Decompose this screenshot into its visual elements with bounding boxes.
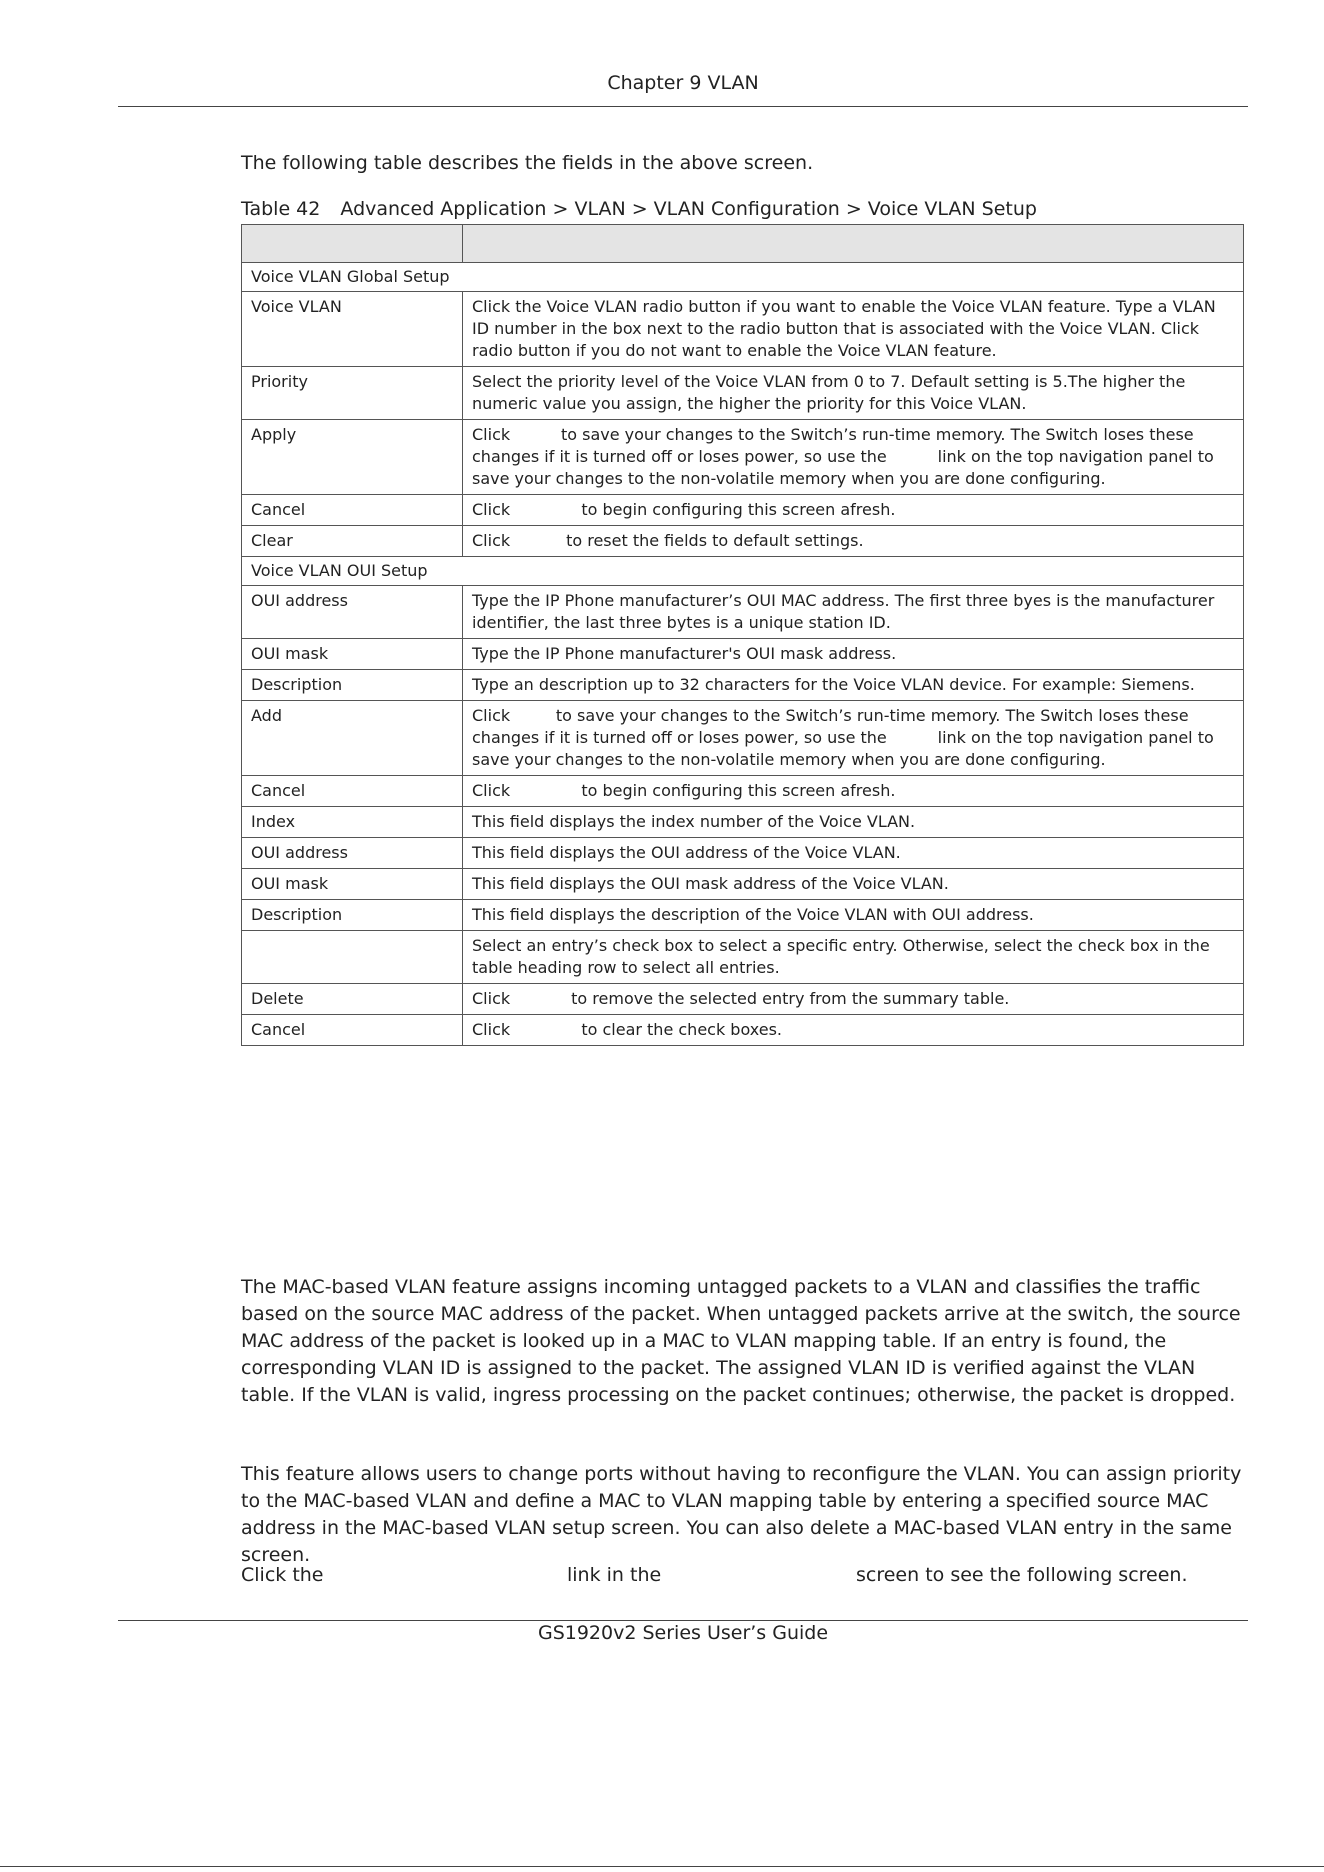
field-description: Click to save your changes to the Switch’s run-time memory. The Switch loses these changes if it is turned off or loses power, so use the link on the top navigation panel to save your changes to the non-volatile memory when you are done configuring. (463, 701, 1244, 776)
table-header-row (242, 225, 1244, 263)
click-instruction-part-1: Click the (241, 1564, 324, 1586)
page-footer: GS1920v2 Series User’s Guide (537, 1622, 829, 1644)
table-row (242, 367, 1244, 420)
field-description: This field displays the OUI mask address of the Voice VLAN. (463, 869, 1244, 900)
chapter-header: Chapter 9 VLAN (607, 72, 759, 94)
field-description: This field displays the OUI address of the Voice VLAN. (463, 838, 1244, 869)
table-row (242, 1015, 1244, 1046)
field-label: OUI mask (242, 869, 463, 900)
field-label (242, 931, 463, 984)
field-label: Cancel (242, 1015, 463, 1046)
field-label: Priority (242, 367, 463, 420)
field-label: Delete (242, 984, 463, 1015)
field-description: Click to remove the selected entry from the summary table. (463, 984, 1244, 1015)
field-description: Type an description up to 32 characters for the Voice VLAN device. For example: Siemens. (463, 670, 1244, 701)
table-caption-number: Table 42 (241, 198, 321, 220)
table-row (242, 420, 1244, 495)
field-label: Cancel (242, 776, 463, 807)
mac-vlan-paragraph-1: The MAC-based VLAN feature assigns incoming untagged packets to a VLAN and classifies the traffic based on the source MAC address of the packet. When untagged packets arrive at the switch, the source MAC address of the packet is looked up in a MAC to VLAN mapping table. If an entry is found, the corresponding VLAN ID is assigned to the packet. The assigned VLAN ID is verified against the VLAN table. If the VLAN is valid, ingress processing on the packet continues; otherwise, the packet is dropped. (241, 1276, 1241, 1406)
click-instruction-part-3: screen to see the following screen. (856, 1564, 1188, 1586)
field-label: OUI address (242, 586, 463, 639)
field-label: OUI mask (242, 639, 463, 670)
field-description: Click to begin configuring this screen afresh. (463, 495, 1244, 526)
table-row (242, 838, 1244, 869)
section-title: Voice VLAN OUI Setup (242, 557, 1244, 586)
field-description-table (241, 224, 1255, 1046)
table-row (242, 900, 1244, 931)
section-title: Voice VLAN Global Setup (242, 263, 1244, 292)
table-row (242, 807, 1244, 838)
field-description: Select an entry’s check box to select a specific entry. Otherwise, select the check box in the table heading row to select all entries. (463, 931, 1244, 984)
field-label: Description (242, 670, 463, 701)
table-row (242, 776, 1244, 807)
field-description: Click the Voice VLAN radio button if you want to enable the Voice VLAN feature. Type a VLAN ID number in the box next to the radio button that is associated with the Voice VLAN. Click radio button if you do not want to enable the Voice VLAN feature. (463, 292, 1244, 367)
field-description: This field displays the index number of the Voice VLAN. (463, 807, 1244, 838)
table-header-description (463, 225, 1244, 263)
table-row (242, 586, 1244, 639)
field-label: Index (242, 807, 463, 838)
mac-vlan-paragraph-2: This feature allows users to change ports without having to reconfigure the VLAN. You can assign priority to the MAC-based VLAN and define a MAC to VLAN mapping table by entering a specified source MAC address in the MAC-based VLAN setup screen. You can also delete a MAC-based VLAN entry in the same screen. (241, 1463, 1242, 1566)
table-section-row (242, 557, 1244, 586)
table-caption-title: Advanced Application > VLAN > VLAN Configuration > Voice VLAN Setup (340, 198, 1037, 220)
field-description: Click to save your changes to the Switch’s run-time memory. The Switch loses these changes if it is turned off or loses power, so use the link on the top navigation panel to save your changes to the non-volatile memory when you are done configuring. (463, 420, 1244, 495)
table-row (242, 869, 1244, 900)
page-edge-line (0, 1866, 1324, 1867)
table-row (242, 701, 1244, 776)
click-instruction-part-2: link in the (567, 1564, 662, 1586)
table-row (242, 931, 1244, 984)
field-description: Type the IP Phone manufacturer's OUI mask address. (463, 639, 1244, 670)
field-description: Type the IP Phone manufacturer’s OUI MAC address. The first three byes is the manufacturer identifier, the last three bytes is a unique station ID. (463, 586, 1244, 639)
table-intro: The following table describes the fields in the above screen. (241, 152, 814, 174)
field-description: Click to begin configuring this screen afresh. (463, 776, 1244, 807)
table-row (242, 670, 1244, 701)
field-label: Add (242, 701, 463, 776)
field-label: Apply (242, 420, 463, 495)
table-caption (241, 198, 1051, 220)
table-row (242, 495, 1244, 526)
table-section-row (242, 263, 1244, 292)
click-instruction (241, 1562, 1246, 1589)
header-divider (118, 106, 1248, 107)
field-label: Cancel (242, 495, 463, 526)
field-description: Select the priority level of the Voice VLAN from 0 to 7. Default setting is 5.The higher the numeric value you assign, the higher the priority for this Voice VLAN. (463, 367, 1244, 420)
table-row (242, 984, 1244, 1015)
table-header-label (242, 225, 463, 263)
field-label: Description (242, 900, 463, 931)
footer-divider (118, 1620, 1248, 1621)
field-label: Clear (242, 526, 463, 557)
field-description: This field displays the description of the Voice VLAN with OUI address. (463, 900, 1244, 931)
table-row (242, 526, 1244, 557)
table-row (242, 639, 1244, 670)
field-label: Voice VLAN (242, 292, 463, 367)
field-label: OUI address (242, 838, 463, 869)
field-description: Click to reset the fields to default settings. (463, 526, 1244, 557)
table-row (242, 292, 1244, 367)
field-description: Click to clear the check boxes. (463, 1015, 1244, 1046)
